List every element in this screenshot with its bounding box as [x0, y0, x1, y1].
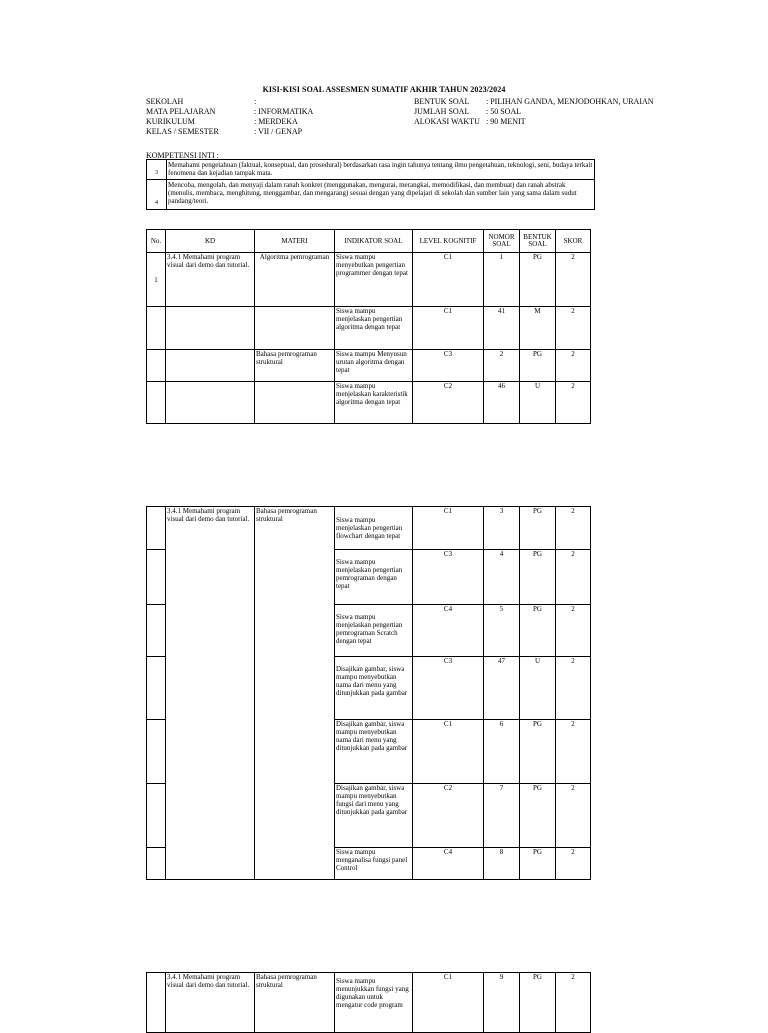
- row-nomor: 1: [484, 253, 520, 307]
- kompetensi-num: 4: [147, 180, 167, 210]
- row-indikator: Siswa mampu menjelaskan pengertian algoritma dengan tepat: [335, 307, 413, 350]
- info-label-bentuk: BENTUK SOAL: [414, 97, 470, 106]
- info-value-jumlah: : 50 SOAL: [486, 107, 522, 116]
- row-level: C1: [413, 253, 484, 307]
- kisi-table-1: [146, 229, 591, 424]
- kompetensi-num: 3: [147, 160, 167, 180]
- row-materi: Bahasa pemrograman struktural: [255, 350, 335, 382]
- table-row: [147, 307, 591, 350]
- row-materi: Bahasa pemrograman struktural: [255, 973, 335, 1033]
- kompetensi-row: [147, 160, 595, 180]
- row-nomor: 46: [484, 382, 520, 424]
- row-nomor: 6: [484, 720, 520, 784]
- kompetensi-row: [147, 180, 595, 210]
- row-indikator: Siswa mampu menunjukkan fungsi yang digunakan untuk mengatur code program: [335, 973, 413, 1033]
- right-info-values: [486, 97, 768, 127]
- row-indikator: Siswa mampu Menyusun urutan algoritma dengan tepat: [335, 350, 413, 382]
- row-skor: 2: [556, 253, 591, 307]
- row-level: C4: [413, 605, 484, 657]
- kisi-table-2: [146, 506, 591, 880]
- row-bentuk: PG: [520, 973, 556, 1033]
- row-nomor: 47: [484, 657, 520, 720]
- row-indikator: Siswa mampu menjelaskan pengertian flowchart dengan tepat: [335, 507, 413, 550]
- row-materi: Algoritma pemrograman: [255, 253, 335, 307]
- table-row: [147, 350, 591, 382]
- info-label-sekolah: SEKOLAH: [146, 97, 184, 106]
- row-indikator: Disajikan gambar, siswa mampu menyebutkan nama dari menu yang ditunjukkan pada gambar: [335, 657, 413, 720]
- info-label-mapel: MATA PELAJARAN: [146, 107, 216, 116]
- row-kd-empty: [166, 382, 255, 424]
- table-row: [147, 507, 591, 550]
- row-level: C1: [413, 507, 484, 550]
- info-value-alokasi: : 90 MENIT: [486, 117, 526, 126]
- row-no-empty: [147, 720, 166, 784]
- row-level: C3: [413, 657, 484, 720]
- row-skor: 2: [556, 307, 591, 350]
- row-nomor: 8: [484, 848, 520, 880]
- left-info-labels: [146, 97, 219, 137]
- row-nomor: 3: [484, 507, 520, 550]
- header-kd: KD: [166, 230, 255, 253]
- info-label-jumlah: JUMLAH SOAL: [414, 107, 470, 116]
- row-level: C4: [413, 848, 484, 880]
- kompetensi-table: [146, 159, 595, 210]
- row-kd: 3.4.1 Memahami program visual dari demo dan tutorial.: [166, 973, 255, 1033]
- row-indikator: Siswa mampu menjelaskan pengertian pemrograman dengan tepat: [335, 550, 413, 605]
- row-level: C3: [413, 550, 484, 605]
- header-nomor: NOMOR SOAL: [484, 230, 520, 253]
- row-no-empty: [147, 350, 166, 382]
- row-no-empty: [147, 848, 166, 880]
- row-bentuk: PG: [520, 550, 556, 605]
- row-indikator: Siswa mampu menganalisa fungsi panel Control: [335, 848, 413, 880]
- row-level: C1: [413, 720, 484, 784]
- row-no: 1: [147, 253, 166, 307]
- row-nomor: 2: [484, 350, 520, 382]
- info-label-kelas: KELAS / SEMESTER: [146, 127, 219, 136]
- info-value-sekolah: :: [254, 97, 257, 106]
- row-skor: 2: [556, 784, 591, 848]
- row-bentuk: M: [520, 307, 556, 350]
- row-nomor: 4: [484, 550, 520, 605]
- row-kd-empty: [166, 350, 255, 382]
- header-bentuk: BENTUK SOAL: [520, 230, 556, 253]
- row-no-empty: [147, 605, 166, 657]
- table-row: [147, 382, 591, 424]
- info-label-kurikulum: KURIKULUM: [146, 117, 195, 126]
- kompetensi-text: Mencoba, mengolah, dan menyaji dalam ranah konkret (menggunakan, mengurai, merangkai, memodifikasi, dan membuat) dan ranah abstrak (menulis, membaca, menghitung, menggambar, dan mengarang) sesuai dengan yang dipelajari di sekolah dan sumber lain yang sama dalam sudut pandang/teori.: [167, 180, 595, 210]
- info-value-bentuk: : PILIHAN GANDA, MENJODOHKAN, URAIAN: [486, 97, 654, 106]
- row-nomor: 7: [484, 784, 520, 848]
- row-materi: Bahasa pemrograman struktural: [255, 507, 335, 880]
- row-no-empty: [147, 784, 166, 848]
- right-info-labels: [414, 97, 480, 127]
- row-bentuk: PG: [520, 848, 556, 880]
- row-indikator: Siswa mampu menjelaskan karakteristik algoritma dengan tepat: [335, 382, 413, 424]
- row-nomor: 5: [484, 605, 520, 657]
- row-bentuk: PG: [520, 350, 556, 382]
- row-skor: 2: [556, 550, 591, 605]
- row-indikator: Siswa mampu menjelaskan pengertian pemrograman Scratch dengan tepat: [335, 605, 413, 657]
- left-info-values: [254, 97, 313, 137]
- row-level: C2: [413, 382, 484, 424]
- table-row: [147, 253, 591, 307]
- header-no: No.: [147, 230, 166, 253]
- header-materi: MATERI: [255, 230, 335, 253]
- header-level: LEVEL KOGNITIF: [413, 230, 484, 253]
- row-skor: 2: [556, 507, 591, 550]
- info-value-mapel: : INFORMATIKA: [254, 107, 314, 116]
- row-level: C1: [413, 307, 484, 350]
- row-indikator: Siswa mampu menyebutkan pengertian programmer dengan tepat: [335, 253, 413, 307]
- row-skor: 2: [556, 350, 591, 382]
- row-indikator: Disajikan gambar, siswa mampu menyebutkan fungsi dari menu yang ditunjukkan pada gambar: [335, 784, 413, 848]
- row-kd: 3.4.1 Memahami program visual dari demo dan tutorial.: [166, 253, 255, 307]
- row-no-empty: [147, 382, 166, 424]
- row-kd-empty: [166, 307, 255, 350]
- kompetensi-text: Memahami pengetahuan (faktual, konseptual, dan prosedural) berdasarkan rasa ingin tahunya tentang ilmu pengetahuan, teknologi, seni, budaya terkait fenomena dan kejadian tampak mata.: [167, 160, 595, 180]
- row-skor: 2: [556, 382, 591, 424]
- row-skor: 2: [556, 973, 591, 1033]
- row-bentuk: U: [520, 657, 556, 720]
- row-bentuk: PG: [520, 720, 556, 784]
- row-no-empty: [147, 307, 166, 350]
- row-bentuk: PG: [520, 253, 556, 307]
- row-no-empty: [147, 507, 166, 550]
- row-no-empty: [147, 550, 166, 605]
- row-bentuk: PG: [520, 784, 556, 848]
- info-value-kurikulum: : MERDEKA: [254, 117, 298, 126]
- row-level: C1: [413, 973, 484, 1033]
- row-kd: 3.4.1 Memahami program visual dari demo dan tutorial.: [166, 507, 255, 880]
- header-indikator: INDIKATOR SOAL: [335, 230, 413, 253]
- info-value-kelas: : VII / GENAP: [254, 127, 303, 136]
- kompetensi-label: KOMPETENSI INTI :: [146, 151, 219, 160]
- info-label-alokasi: ALOKASI WAKTU: [414, 117, 480, 126]
- row-skor: 2: [556, 848, 591, 880]
- row-skor: 2: [556, 605, 591, 657]
- row-level: C2: [413, 784, 484, 848]
- document-title: KISI-KISI SOAL ASSESMEN SUMATIF AKHIR TAHUN 2023/2024: [262, 85, 506, 94]
- row-nomor: 41: [484, 307, 520, 350]
- row-bentuk: U: [520, 382, 556, 424]
- row-level: C3: [413, 350, 484, 382]
- header-skor: SKOR: [556, 230, 591, 253]
- row-indikator: Disajikan gambar, siswa mampu menyebutkan nama dari menu yang ditunjukkan pada gambar: [335, 720, 413, 784]
- row-materi-empty: [255, 382, 335, 424]
- row-bentuk: PG: [520, 507, 556, 550]
- row-no-empty: [147, 657, 166, 720]
- table-header-row: [147, 230, 591, 253]
- row-materi-empty: [255, 307, 335, 350]
- row-nomor: 9: [484, 973, 520, 1033]
- row-bentuk: PG: [520, 605, 556, 657]
- row-skor: 2: [556, 720, 591, 784]
- row-skor: 2: [556, 657, 591, 720]
